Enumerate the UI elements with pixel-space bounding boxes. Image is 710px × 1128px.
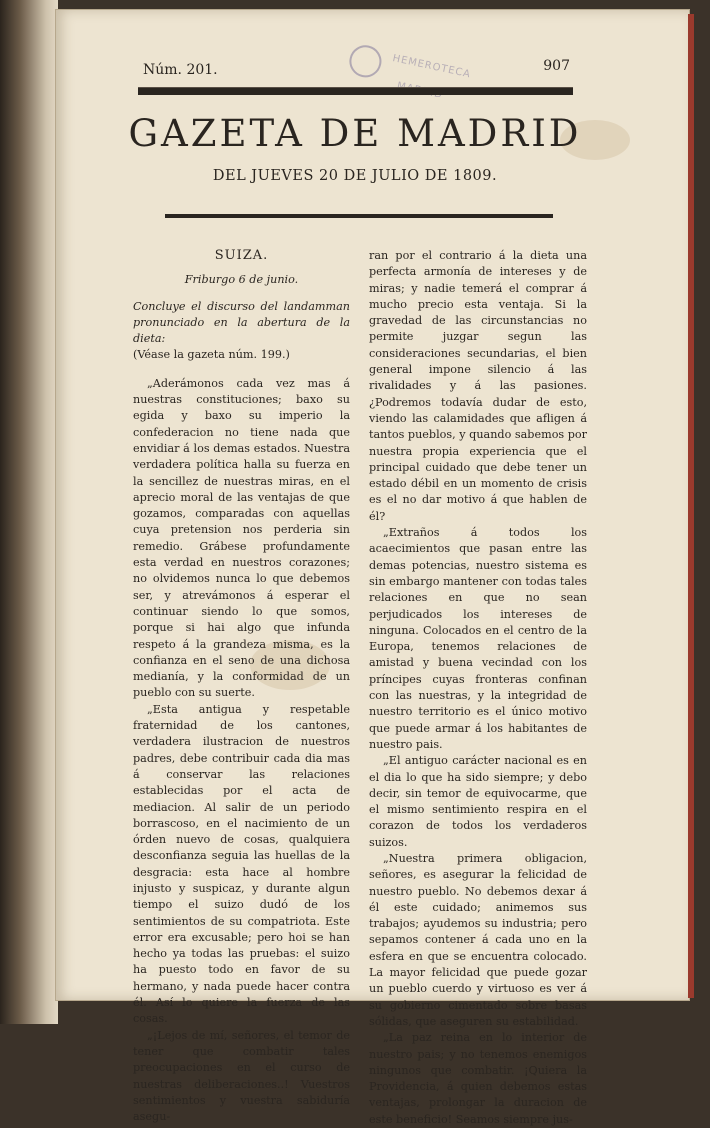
- page-number: 907: [543, 58, 570, 74]
- right-column: [369, 248, 587, 1128]
- paragraph: „La paz reina en lo interior de nuestro pais; y no tenemos enemigos ningunos que combatir. ¡Quiera la Providencia, á quien debemos estas ventajas, prolongar la duracion de este beneficio! Seamos siempre jus-: [369, 1031, 587, 1126]
- dateline-place: Friburgo 6 de junio.: [184, 273, 299, 287]
- masthead-title: GAZETA DE MADRID: [128, 112, 582, 155]
- dateline: DEL JUEVES 20 DE JULIO DE 1809.: [212, 168, 498, 184]
- stamp-text: HEMEROTECA: [391, 53, 472, 81]
- masthead-rule: [165, 214, 553, 218]
- section-heading: SUIZA.: [214, 248, 269, 263]
- paragraph: ran por el contrario á la dieta una perfecta armonía de intereses y de miras; y nadie temerá el comprar á mucho precio esta ventaja. Si la gravedad de las circunstancias no permite juzgar segun las consideraciones secundarias, el bien general impone silencio á las rivalidades y á las pasiones. ¿Podremos todavía dudar de esto, viendo las calamidades que afligen á tantos pueblos, y quando sabemos por nuestra propia experiencia que el principal cuidado que debe tener un estado débil en un momento de crisis es el no dar motivo á que hablen de él?: [369, 249, 587, 523]
- book-spine: [0, 0, 58, 1024]
- paragraph: „Extraños á todos los acaecimientos que pasan entre las demas potencias, nuestro sistema es sin embargo mantener con todas tales relaciones en que no sean perjudicados los intereses de ninguna. Colocados en el centro de la Europa, tenemos relaciones de amistad y buena vecindad con los príncipes cuyas fronteras confinan con las nuestras, y la integridad de nuestro territorio es el único motivo que puede armar á los habitantes de nuestro pais.: [369, 526, 587, 751]
- paragraph: „El antiguo carácter nacional es en el dia lo que ha sido siempre; y debo decir, sin temor de equivocarme, que el mismo sentimiento respira en el corazon de todos los verdaderos suizos.: [369, 754, 587, 849]
- issue-number: Núm. 201.: [143, 62, 218, 78]
- paragraph: „Nuestra primera obligacion, señores, es asegurar la felicidad de nuestro pueblo. No debemos dexar á él este cuidado; animemos sus trabajos; ayudemos su industria; pero sepamos contener á cada uno en la esfera en que se encuentra colocado. La mayor felicidad que puede gozar un pueblo cuerdo y virtuoso es ver á su gobierno cimentado sobre basas sólidas, que aseguren su estabilidad.: [369, 851, 587, 1028]
- paragraph: „Aderámonos cada vez mas á nuestras constituciones; baxo su egida y baxo su imperio la confederacion no tiene nada que envidiar á los demas estados. Nuestra verdadera política halla su fuerza en la sencillez de nuestras miras, en el aprecio moral de las ventajas de que gozamos, comparadas con aquellas cuya pretension nos perderia sin remedio. Grábese profundamente esta verdad en nuestros corazones; no olvidemos nunca lo que debemos ser, y atrevámonos á esperar el continuar siendo lo que somos, porque si hai algo que infunda respeto á la grandeza misma, es la confianza en el seno de una dichosa medianía, y la conformidad de un pueblo con su suerte.: [133, 376, 350, 700]
- left-column: [133, 248, 350, 1125]
- page-edge: [688, 14, 694, 998]
- article-reference: (Véase la gazeta núm. 199.): [133, 348, 290, 362]
- page-header: [143, 58, 570, 86]
- paragraph: „¡Lejos de mí, señores, el temor de tener que combatir tales preocupaciones en el curso de nuestras deliberaciones..! Vuestros sentimientos y vuestra sabiduría asegu-: [133, 1028, 350, 1124]
- header-rule: [138, 87, 573, 95]
- article-intro: Concluye el discurso del landamman pronunciado en la abertura de la dieta:: [133, 299, 350, 346]
- paragraph: „Esta antigua y respetable fraternidad de los cantones, verdadera ilustracion de nuestros padres, debe contribuir cada dia mas á conservar las relaciones establecidas por el acta de mediacion. Al salir de un periodo borrascoso, en el nacimiento de un órden nuevo de cosas, qualquiera desconfianza seguia las huellas de la desgracia: esta hace al hombre injusto y suspicaz, y durante algun tiempo el suizo dudó de los sentimientos de su compatriota. Este error era excusable; pero hoi se han hecho ya todas las pruebas: el suizo ha puesto todo en favor de su hermano, y nada puede hacer contra él. Así lo quiere la fuerza de las cosas.: [133, 702, 350, 1026]
